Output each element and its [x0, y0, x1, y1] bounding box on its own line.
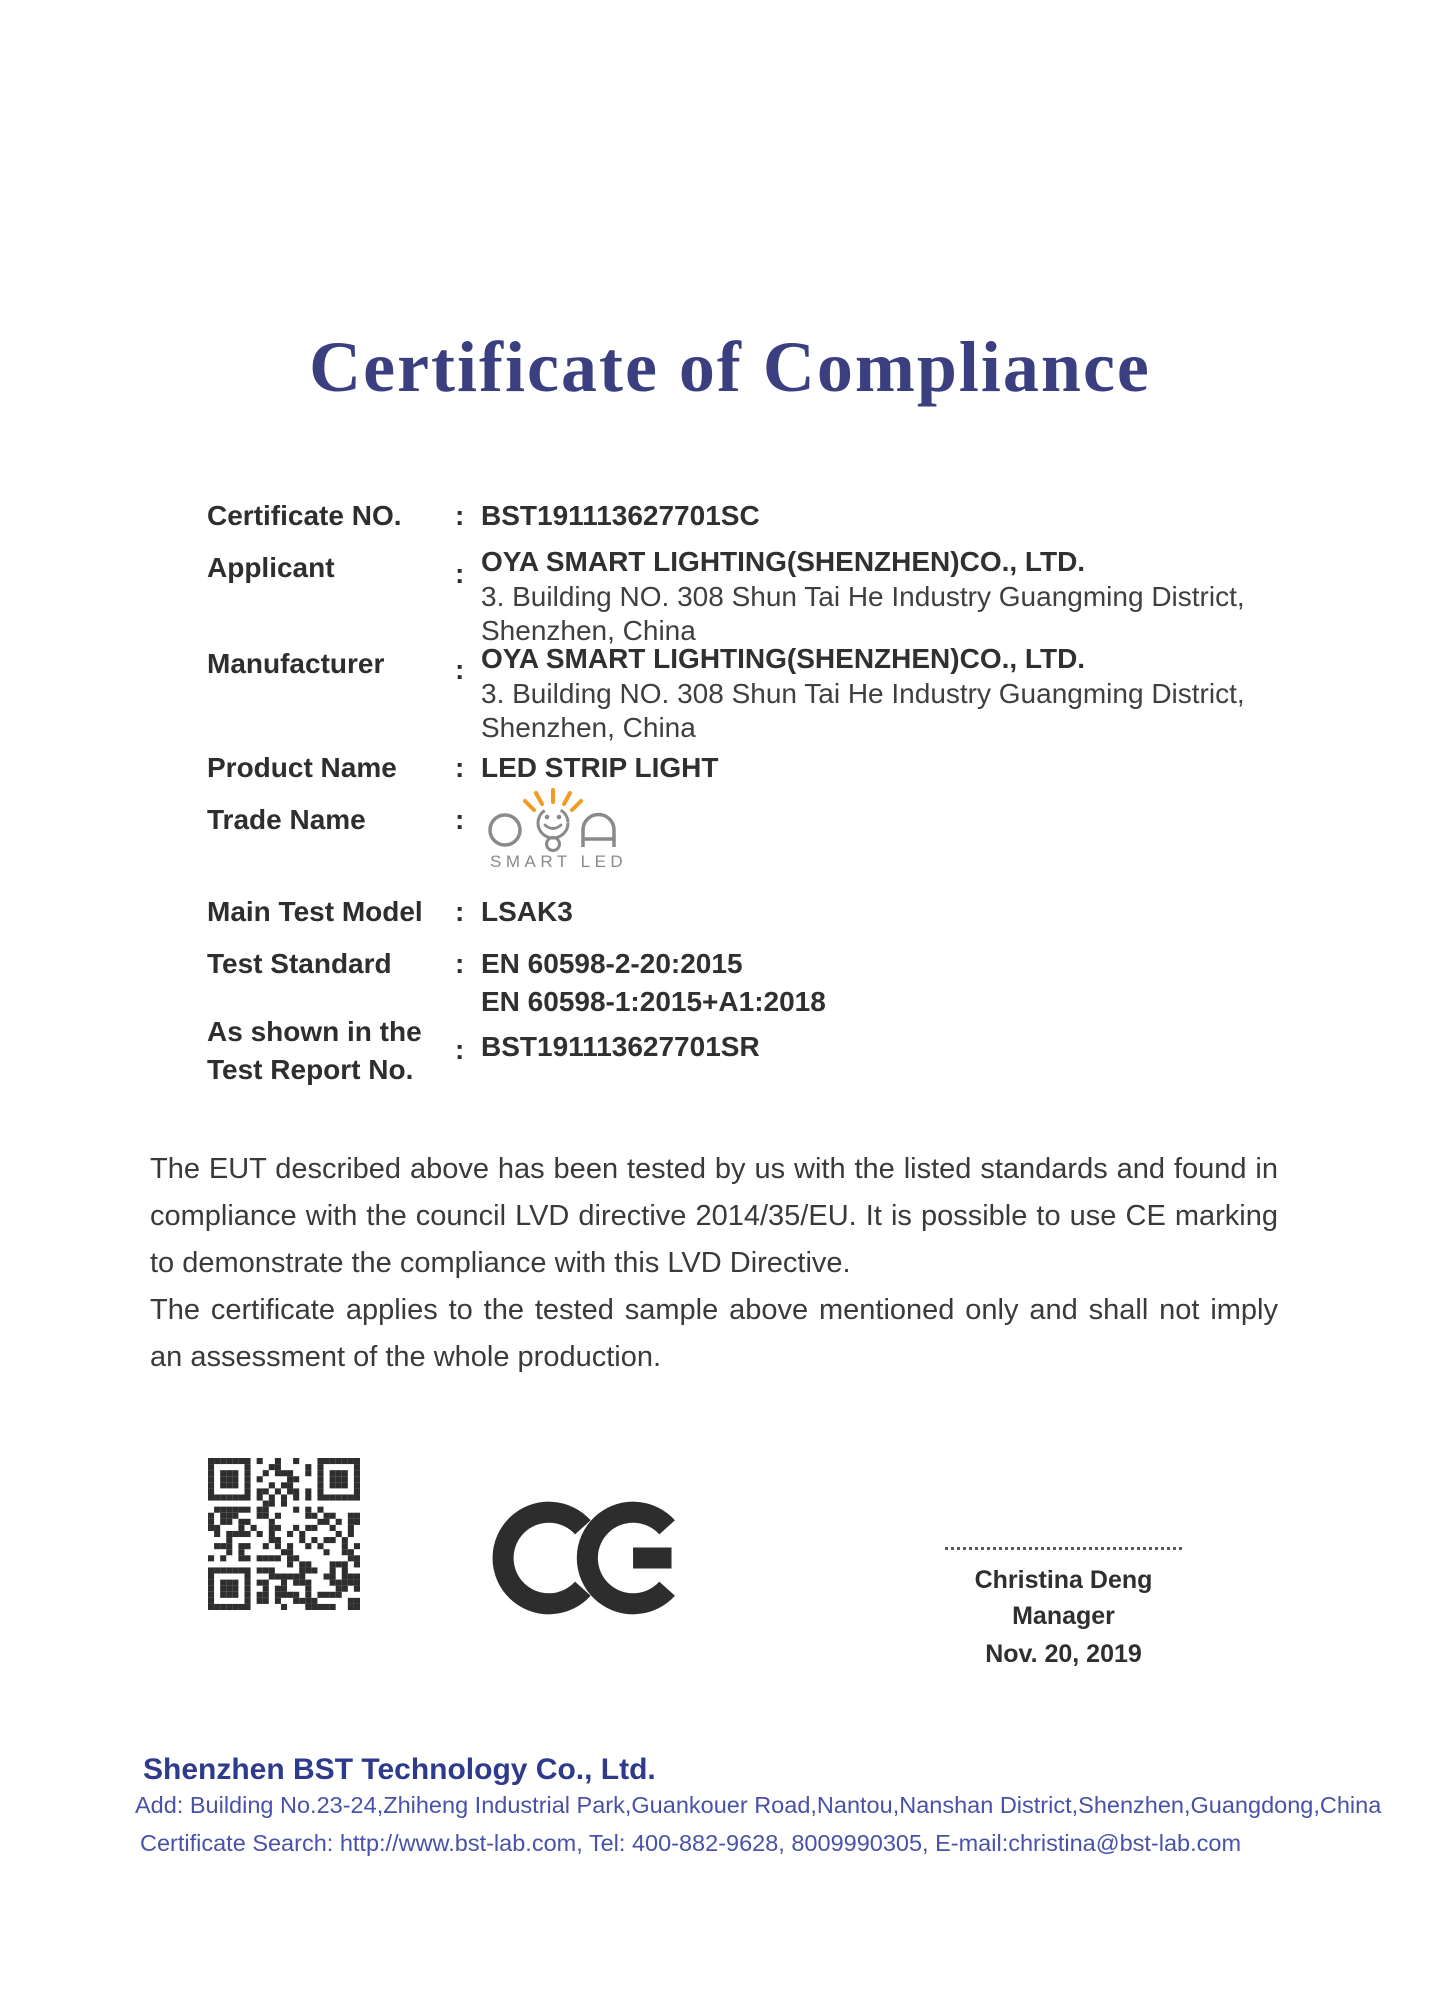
logo-glyphs-icon	[488, 786, 620, 852]
colon-applicant: :	[455, 558, 465, 589]
certificate-statement	[150, 1146, 1278, 1381]
label-test-report-line1: As shown in the	[207, 1016, 422, 1047]
value-manufacturer-company: OYA SMART LIGHTING(SHENZHEN)CO., LTD.	[481, 643, 1086, 674]
value-applicant-address2: Shenzhen, China	[481, 615, 696, 646]
label-trade-name: Trade Name	[207, 804, 366, 835]
value-applicant-address1: 3. Building NO. 308 Shun Tai He Industry Guangming District,	[481, 581, 1245, 612]
signature-date: Nov. 20, 2019	[985, 1640, 1142, 1668]
page-title: Certificate of Compliance	[309, 327, 1151, 407]
value-certificate-no: BST191113627701SC	[481, 500, 760, 531]
label-test-standard: Test Standard	[207, 948, 392, 979]
oya-smart-led-logo	[488, 786, 628, 878]
colon-main-test-model: :	[455, 896, 465, 927]
colon-test-standard: :	[455, 948, 465, 979]
value-applicant-company: OYA SMART LIGHTING(SHENZHEN)CO., LTD.	[481, 546, 1086, 577]
colon-product-name: :	[455, 752, 465, 783]
qr-code-icon	[208, 1458, 360, 1610]
value-manufacturer-address2: Shenzhen, China	[481, 712, 696, 743]
value-test-report: BST191113627701SR	[481, 1031, 760, 1062]
logo-subtext: SMART LED	[490, 852, 628, 871]
value-product-name: LED STRIP LIGHT	[481, 752, 719, 783]
scope-statement: The certificate applies to the tested sample above mentioned only and shall not imply an assessment of the whole production.	[150, 1294, 1278, 1373]
colon-manufacturer: :	[455, 654, 465, 685]
qr-pattern	[208, 1458, 360, 1610]
value-test-standard-2: EN 60598-1:2015+A1:2018	[481, 986, 826, 1017]
colon-trade-name: :	[455, 804, 465, 835]
footer-address: Add: Building No.23-24,Zhiheng Industrial Park,Guankouer Road,Nantou,Nanshan District,Shenzhen,Guangdong,China	[135, 1792, 1382, 1818]
label-main-test-model: Main Test Model	[207, 896, 423, 927]
colon-test-report: :	[455, 1034, 465, 1065]
compliance-statement: The EUT described above has been tested by us with the listed standards and found in compliance with the council LVD directive 2014/35/EU. It is possible to use CE marking to demonstrate the compliance with this LVD Directive.	[150, 1153, 1278, 1279]
label-manufacturer: Manufacturer	[207, 648, 385, 679]
value-main-test-model: LSAK3	[481, 896, 573, 927]
footer-company-name: Shenzhen BST Technology Co., Ltd.	[143, 1753, 656, 1786]
signatory-name: Christina Deng	[974, 1566, 1153, 1594]
ce-mark-icon	[492, 1494, 688, 1627]
colon-certificate-no: :	[455, 500, 465, 531]
label-product-name: Product Name	[207, 752, 397, 783]
signature-dotted-line	[945, 1547, 1182, 1550]
value-test-standard-1: EN 60598-2-20:2015	[481, 948, 743, 979]
value-manufacturer-address1: 3. Building NO. 308 Shun Tai He Industry Guangming District,	[481, 678, 1245, 709]
footer-contact: Certificate Search: http://www.bst-lab.com, Tel: 400-882-9628, 8009990305, E-mail:christina@bst-lab.com	[140, 1830, 1242, 1856]
label-applicant: Applicant	[207, 552, 335, 583]
signatory-title: Manager	[1012, 1602, 1115, 1630]
label-test-report-line2: Test Report No.	[207, 1054, 414, 1085]
label-certificate-no: Certificate NO.	[207, 500, 402, 531]
ce-glyphs	[492, 1494, 688, 1622]
